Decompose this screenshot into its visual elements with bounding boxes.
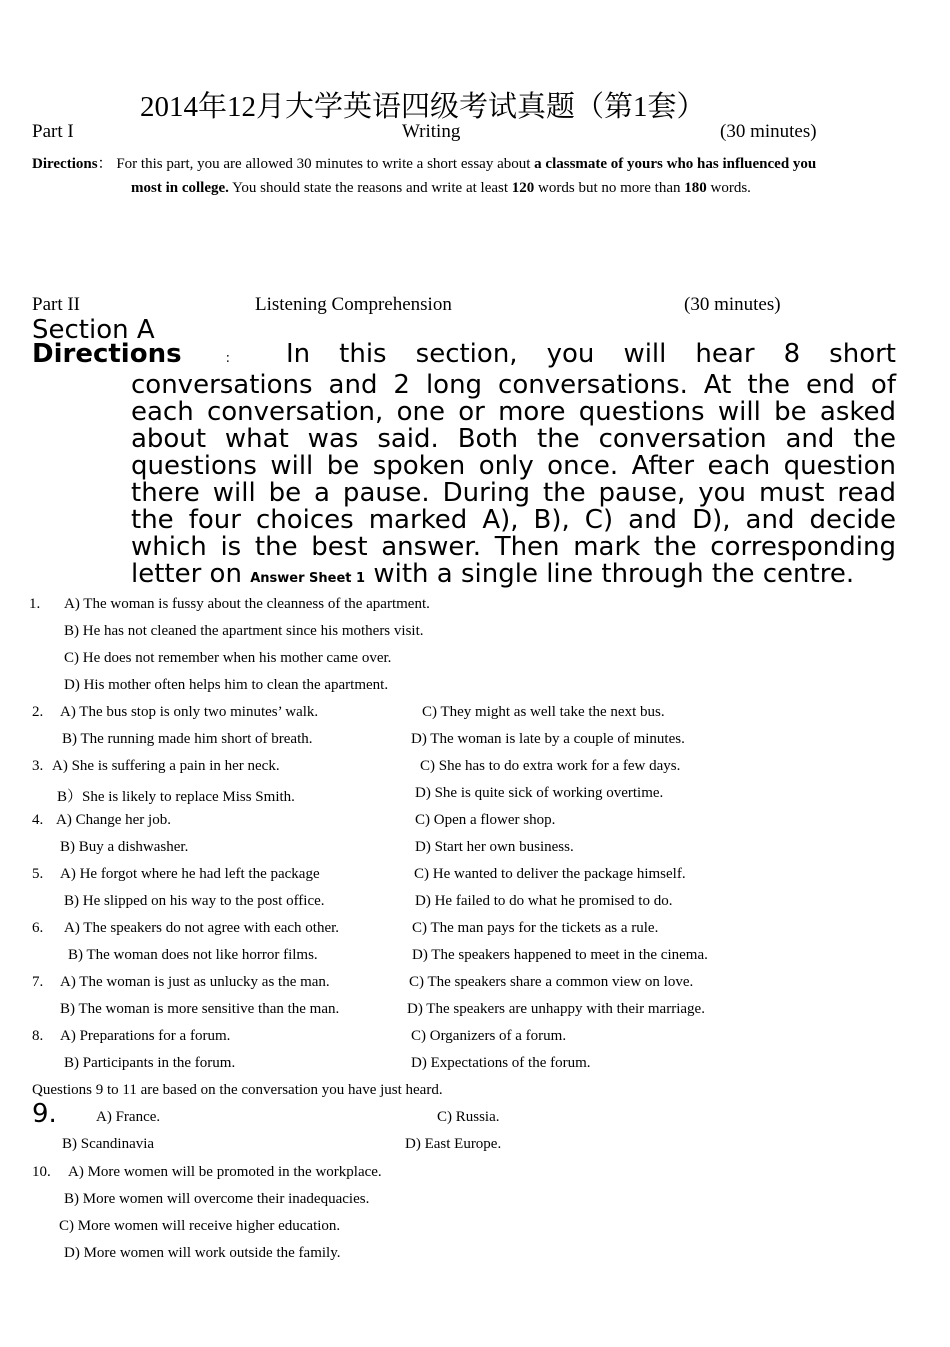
option-a: A) The woman is fussy about the cleanness of the apartment. bbox=[64, 596, 430, 612]
question-number: 1. bbox=[29, 596, 41, 612]
option-d: D) Expectations of the forum. bbox=[411, 1055, 591, 1071]
option-c: C) The speakers share a common view on love. bbox=[409, 974, 694, 990]
option-b: B) The woman is more sensitive than the man. bbox=[60, 1001, 340, 1017]
question-number: 10. bbox=[32, 1164, 51, 1180]
option-b: B) The running made him short of breath. bbox=[62, 731, 313, 747]
option-b: B) More women will overcome their inadequacies. bbox=[64, 1191, 370, 1207]
option-c: C) The man pays for the tickets as a rule. bbox=[412, 920, 659, 936]
page-title: 2014年12月大学英语四级考试真题（第1套） bbox=[140, 91, 706, 123]
part1-time: (30 minutes) bbox=[720, 121, 817, 142]
option-c: C) More women will receive higher education. bbox=[59, 1218, 341, 1234]
option-a: A) More women will be promoted in the workplace. bbox=[68, 1164, 382, 1180]
directions-colon: ： bbox=[97, 156, 113, 172]
option-b: B) He slipped on his way to the post office. bbox=[64, 893, 325, 909]
question-number: 4. bbox=[32, 812, 44, 828]
section-title: Section A bbox=[32, 315, 155, 345]
option-c: C) Open a flower shop. bbox=[415, 812, 556, 828]
part2-name: Listening Comprehension bbox=[255, 294, 452, 315]
option-a: A) The speakers do not agree with each other. bbox=[64, 920, 340, 936]
directions-line: the four choices marked A), B), C) and D), and decide bbox=[131, 505, 896, 535]
directions-label: Directions bbox=[32, 156, 98, 172]
directions-line: In this section, you will hear 8 short bbox=[285, 339, 896, 369]
part1-label: Part I bbox=[32, 121, 74, 142]
option-c: C) She has to do extra work for a few days. bbox=[420, 758, 681, 774]
max-words: 180 bbox=[684, 180, 707, 196]
option-a: A) Change her job. bbox=[56, 812, 171, 828]
directions-line: conversations and 2 long conversations. At the end of bbox=[131, 370, 896, 400]
option-d: D) She is quite sick of working overtime. bbox=[415, 785, 664, 801]
question-number: 3. bbox=[32, 758, 44, 774]
question-number: 7. bbox=[32, 974, 44, 990]
directions-colon: : bbox=[225, 351, 230, 366]
writing-directions-line1 bbox=[32, 152, 816, 173]
option-b: B) Participants in the forum. bbox=[64, 1055, 236, 1071]
option-d: D) More women will work outside the family. bbox=[64, 1245, 341, 1261]
directions-line bbox=[32, 561, 896, 592]
directions-line: each conversation, one or more questions will be asked bbox=[131, 397, 896, 427]
option-c: C) They might as well take the next bus. bbox=[422, 704, 665, 720]
listening-directions bbox=[32, 341, 896, 592]
option-b: B) Buy a dishwasher. bbox=[60, 839, 189, 855]
option-c: C) Organizers of a forum. bbox=[411, 1028, 567, 1044]
directions-text: with a single line through the centre. bbox=[365, 559, 855, 589]
essay-topic-cont: most in college. bbox=[131, 180, 229, 196]
question-group-intro: Questions 9 to 11 are based on the conversation you have just heard. bbox=[32, 1082, 443, 1098]
option-a: A) The woman is just as unlucky as the man. bbox=[60, 974, 330, 990]
directions-label: Directions bbox=[32, 339, 182, 369]
question-number: 9. bbox=[32, 1099, 57, 1129]
question-number: 6. bbox=[32, 920, 44, 936]
option-c: C) Russia. bbox=[437, 1109, 500, 1125]
part1-name: Writing bbox=[402, 121, 461, 142]
part2-label: Part II bbox=[32, 294, 81, 315]
directions-text: words. bbox=[706, 180, 751, 196]
option-b: B) The woman does not like horror films. bbox=[68, 947, 318, 963]
option-a: A) He forgot where he had left the package bbox=[60, 866, 320, 882]
option-d: D) He failed to do what he promised to do. bbox=[415, 893, 673, 909]
option-c: C) He does not remember when his mother came over. bbox=[64, 650, 392, 666]
question-number: 2. bbox=[32, 704, 44, 720]
option-a: A) France. bbox=[96, 1109, 161, 1125]
directions-line: there will be a pause. During the pause, you must read bbox=[131, 478, 896, 508]
option-d: D) East Europe. bbox=[405, 1136, 502, 1152]
essay-topic: a classmate of yours who has influenced you bbox=[534, 156, 817, 172]
directions-line: which is the best answer. Then mark the corresponding bbox=[131, 532, 896, 562]
part2-time: (30 minutes) bbox=[684, 294, 781, 315]
option-c: C) He wanted to deliver the package himself. bbox=[414, 866, 686, 882]
directions-line: about what was said. Both the conversation and the bbox=[131, 424, 896, 454]
writing-directions-line2 bbox=[131, 180, 751, 197]
question-number: 5. bbox=[32, 866, 44, 882]
option-d: D) Start her own business. bbox=[415, 839, 574, 855]
option-d: D) The woman is late by a couple of minutes. bbox=[411, 731, 685, 747]
option-d: D) The speakers happened to meet in the cinema. bbox=[412, 947, 708, 963]
question-number: 8. bbox=[32, 1028, 44, 1044]
directions-text: For this part, you are allowed 30 minutes to write a short essay about bbox=[116, 156, 535, 172]
option-d: D) The speakers are unhappy with their marriage. bbox=[407, 1001, 705, 1017]
directions-line: questions will be spoken only once. After each question bbox=[131, 451, 896, 481]
option-a: A) She is suffering a pain in her neck. bbox=[52, 758, 280, 774]
answer-sheet-label: Answer Sheet 1 bbox=[250, 571, 366, 586]
option-b: B）She is likely to replace Miss Smith. bbox=[57, 789, 295, 805]
directions-text: words but no more than bbox=[534, 180, 685, 196]
directions-text: letter on bbox=[131, 559, 251, 589]
option-a: A) The bus stop is only two minutes’ walk. bbox=[60, 704, 319, 720]
directions-text: You should state the reasons and write at least bbox=[228, 180, 512, 196]
min-words: 120 bbox=[511, 180, 535, 196]
option-b: B) He has not cleaned the apartment since his mothers visit. bbox=[64, 623, 424, 639]
option-b: B) Scandinavia bbox=[62, 1136, 155, 1152]
option-d: D) His mother often helps him to clean the apartment. bbox=[64, 677, 389, 693]
option-a: A) Preparations for a forum. bbox=[60, 1028, 231, 1044]
